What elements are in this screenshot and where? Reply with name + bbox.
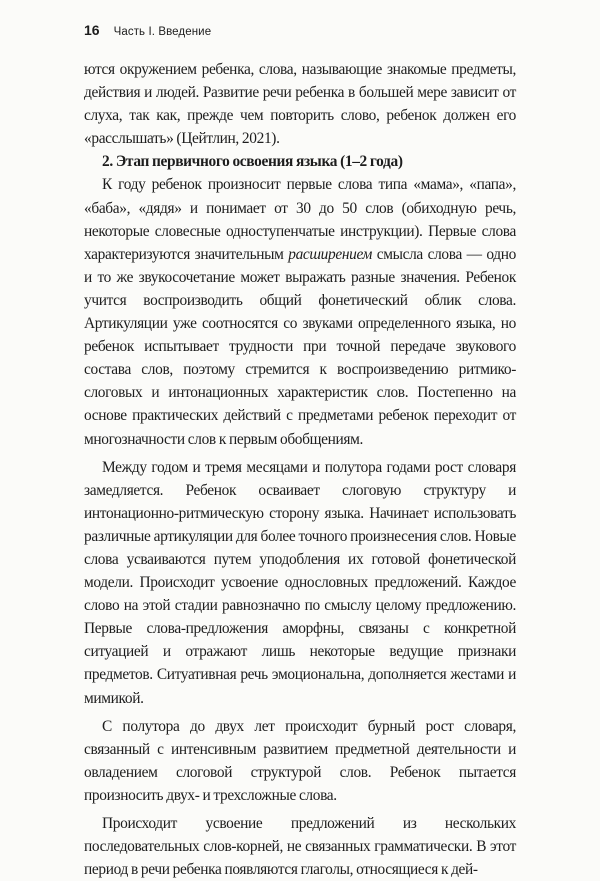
paragraph-text: смысла слова — одно и то же звукосочетание может выражать разные значения. Ребенок учится воспроизводить общий фонетический облик слова. Артикуляции уже соотносятся со звуками определенного языка, но ребенок испытывает трудности при точной передаче звукового состава слов, поэтому стремится к воспроизведению ритмико-слоговых и интонационных характеристик слов. Постепенно на основе практических действий с предметами ребенок переходит от многозначности слов к первым обобщениям. [84, 245, 516, 448]
paragraph-text: К году ребенок произносит первые слова типа «мама», «папа», «баба», «дядя» и понимает от 30 до 50 слов (обиходную речь, некоторые словесные одноступенчатые инструкции). Первые слова характеризуются значительным [84, 176, 516, 263]
page-body [84, 58, 516, 881]
paragraph-vocabulary-growth: С полутора до двух лет происходит бурный рост словаря, связанный с интенсивным развитием предметной деятельности и овладением слоговой структурой слов. Ребенок пытается произносить двух- и трехсложные слова. [84, 717, 516, 804]
paragraph-vocabulary-slowdown: Между годом и тремя месяцами и полутора годами рост словаря замедляется. Ребенок осваивает слоговую структуру и интонационно-ритмическую сторону языка. Начинает использовать различные артикуляции для более точного произнесения слов. Новые слова усваиваются путем уподобления их готовой фонетической модели. Происходит усвоение однословных предложений. Каждое слово на этой стадии равнозначно по смыслу целому предложению. Первые слова-предложения аморфны, связаны с конкретной ситуацией и отражают лишь некоторые ведущие признаки предметов. Ситуативная речь эмоциональна, дополняется жестами и мимикой. [84, 458, 516, 707]
paragraph-sentences: Происходит усвоение предложений из нескольких последовательных слов-корней, не связанных грамматически. В этот период в речи ребенка появляются глаголы, относящиеся к дей- [84, 815, 516, 879]
running-header [84, 22, 211, 38]
emphasis-text: расширением [288, 245, 373, 263]
section-heading: 2. Этап первичного освоения языка (1–2 года) [102, 153, 403, 171]
section-title: Часть I. Введение [113, 26, 212, 38]
page-number: 16 [84, 22, 100, 38]
paragraph-continued: ются окружением ребенка, слова, называющие знакомые предметы, действия и людей. Развитие речи ребенка в большей мере зависит от слуха, так как, прежде чем повторить слово, ребенок должен его «расслышать» (Цейтлин, 2021). [84, 61, 516, 148]
paragraph-first-words [84, 173, 516, 450]
